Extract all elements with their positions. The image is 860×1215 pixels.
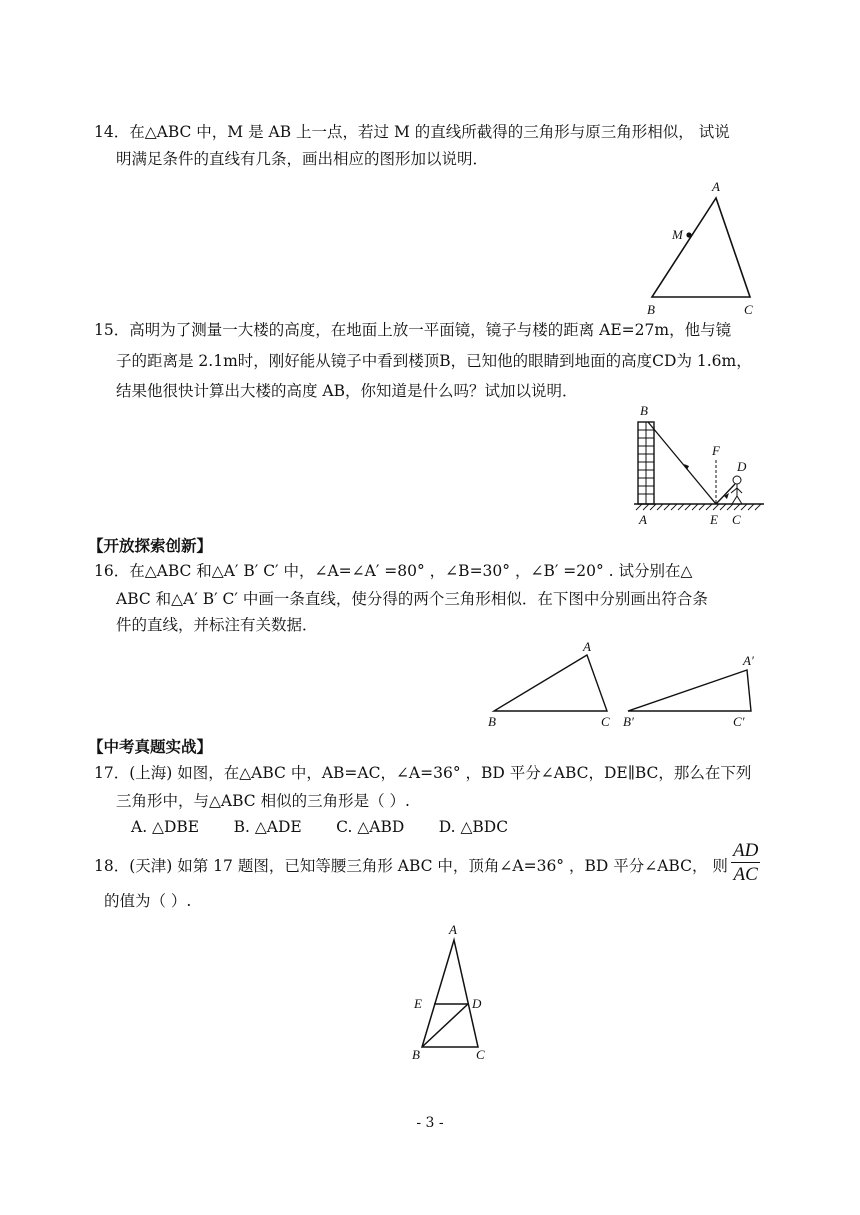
q18-line1: 18．(天津) 如第 17 题图，已知等腰三角形 ABC 中，顶角∠A=36° ，BD 平分∠ABC， 则 bbox=[94, 857, 728, 875]
page-number: - 3 - bbox=[416, 1115, 444, 1131]
q18-isosceles-triangle-figure bbox=[400, 920, 510, 1065]
q18-line2: 的值为（ ）. bbox=[104, 892, 192, 910]
q16-fig1-label-b: B bbox=[488, 714, 496, 729]
q18-fraction-denominator: AC bbox=[733, 864, 758, 885]
section-exam-practice: 【中考真题实战】 bbox=[88, 737, 213, 756]
q16-line3: 件的直线，并标注有关数据． bbox=[116, 616, 318, 634]
q18-label-d: D bbox=[472, 996, 482, 1011]
q18-label-c: C bbox=[476, 1047, 485, 1062]
q16-fig1-label-c: C bbox=[601, 714, 610, 729]
q15-label-f: F bbox=[712, 443, 720, 458]
section-open-exploration: 【开放探索创新】 bbox=[88, 536, 213, 555]
q15-label-b: B bbox=[640, 403, 648, 418]
q16-line1: 16．在△ABC 和△A′ B′ C′ 中，∠A=∠A′ =80° ，∠B=30° ，∠B′ =20° . 试分别在△ bbox=[94, 562, 693, 580]
q17-line1: 17．(上海) 如图，在△ABC 中，AB=AC，∠A=36° ，BD 平分∠ABC，DE∥BC，那么在下列 bbox=[94, 764, 752, 782]
q15-line3: 结果他很快计算出大楼的高度 AB，你知道是什么吗？试加以说明． bbox=[116, 382, 578, 400]
q18-label-b: B bbox=[412, 1047, 420, 1062]
q14-label-a: A bbox=[712, 179, 720, 194]
q14-line1: 14．在△ABC 中，M 是 AB 上一点，若过 M 的直线所截得的三角形与原三角形相似， 试说 bbox=[94, 123, 730, 141]
q15-line2: 子的距离是 2.1m时，刚好能从镜子中看到楼顶B，已知他的眼睛到地面的高度CD为 1.6m， bbox=[116, 352, 752, 370]
q15-building-mirror-figure bbox=[630, 400, 770, 535]
q16-fig2-label-c: C′ bbox=[733, 714, 745, 729]
q18-fraction-ad-over-ac bbox=[731, 840, 760, 887]
q14-label-m: M bbox=[672, 227, 683, 242]
q15-label-d: D bbox=[737, 459, 747, 474]
q14-triangle-figure bbox=[640, 178, 800, 318]
q15-label-a: A bbox=[639, 512, 647, 527]
q16-triangle-abc-prime-figure bbox=[620, 640, 770, 735]
q15-line1: 15．高明为了测量一大楼的高度，在地面上放一平面镜，镜子与楼的距离 AE=27m，他与镜 bbox=[94, 321, 732, 339]
q16-triangle-abc-figure bbox=[482, 640, 622, 735]
q15-label-c: C bbox=[732, 512, 741, 527]
q15-label-e: E bbox=[710, 512, 718, 527]
q16-line2: ABC 和△A′ B′ C′ 中画一条直线，使分得的两个三角形相似．在下图中分别画出符合条 bbox=[116, 590, 708, 608]
q14-label-b: B bbox=[647, 302, 655, 317]
q18-fraction-numerator: AD bbox=[733, 840, 759, 861]
q17-options: A. △DBE B. △ADE C. △ABD D. △BDC bbox=[131, 818, 509, 836]
q16-fig2-label-b: B′ bbox=[623, 714, 634, 729]
q16-fig1-label-a: A bbox=[583, 640, 591, 654]
q18-label-e: E bbox=[414, 996, 422, 1011]
q14-label-c: C bbox=[744, 302, 753, 317]
q17-line2: 三角形中，与△ABC 相似的三角形是（ ）. bbox=[116, 792, 410, 810]
q16-fig2-label-a: A′ bbox=[743, 653, 754, 668]
q18-label-a: A bbox=[449, 922, 457, 937]
q14-line2: 明满足条件的直线有几条，画出相应的图形加以说明． bbox=[116, 150, 489, 168]
